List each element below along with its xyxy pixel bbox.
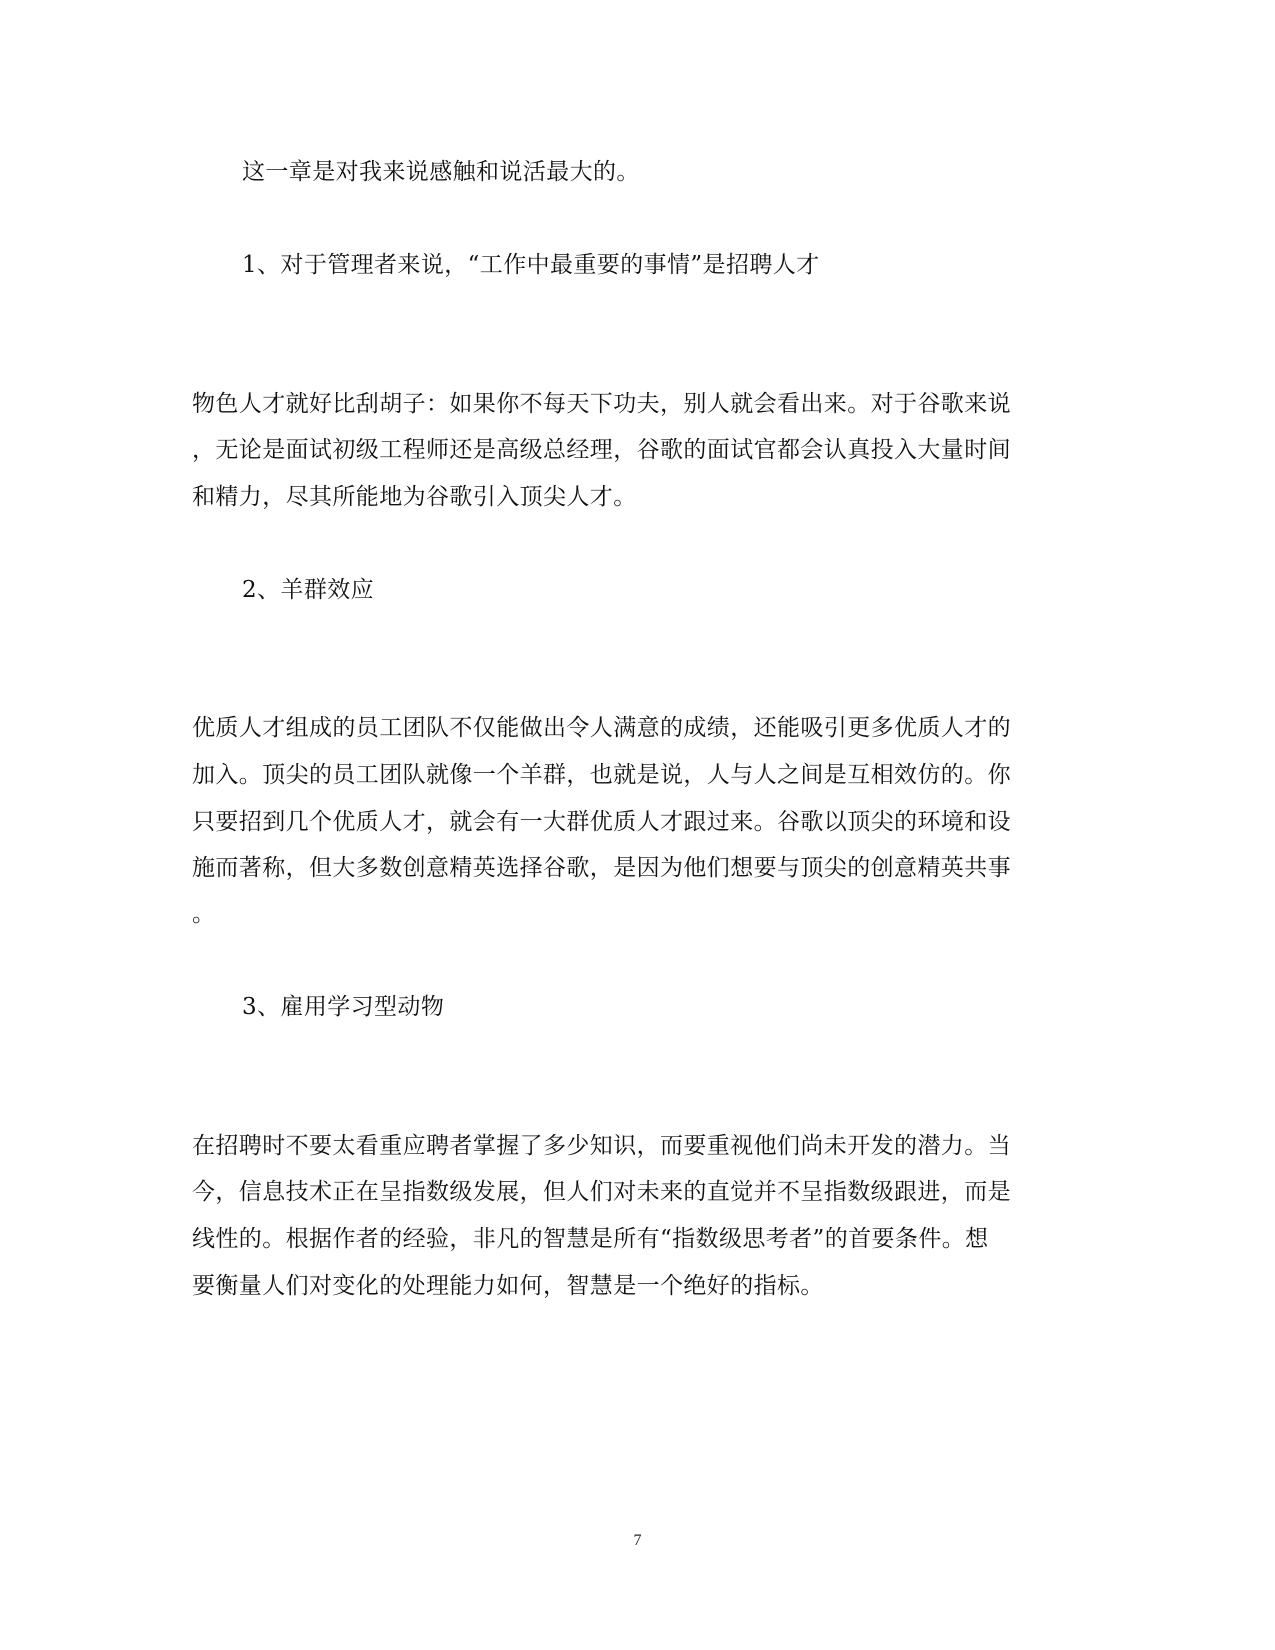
- section-1-line-3: 和精力，尽其所能地为谷歌引入顶尖人才。: [192, 484, 637, 510]
- section-3-heading: 3、雇用学习型动物: [242, 994, 445, 1020]
- section-2-heading: 2、羊群效应: [242, 577, 375, 603]
- section-3-line-4: 要衡量人们对变化的处理能力如何，智慧是一个绝好的指标。: [192, 1273, 824, 1299]
- section-2-line-4: 施而著称，但大多数创意精英选择谷歌，是因为他们想要与顶尖的创意精英共事: [192, 855, 1011, 881]
- section-1-heading: 1、对于管理者来说，“工作中最重要的事情”是招聘人才: [242, 252, 820, 278]
- page-number: 7: [633, 1532, 642, 1549]
- section-3-line-1: 在招聘时不要太看重应聘者掌握了多少知识，而要重视他们尚未开发的潜力。当: [192, 1133, 1011, 1159]
- section-2-line-5: 。: [192, 901, 216, 927]
- section-2-line-1: 优质人才组成的员工团队不仅能做出令人满意的成绩，还能吸引更多优质人才的: [192, 715, 1011, 741]
- section-2-line-3: 只要招到几个优质人才，就会有一大群优质人才跟过来。谷歌以顶尖的环境和设: [192, 809, 1011, 835]
- section-3-line-2: 今，信息技术正在呈指数级发展，但人们对未来的直觉并不呈指数级跟进，而是: [192, 1179, 1011, 1205]
- section-1-line-2: ，无论是面试初级工程师还是高级总经理，谷歌的面试官都会认真投入大量时间: [192, 437, 1011, 463]
- section-2-line-2: 加入。顶尖的员工团队就像一个羊群，也就是说，人与人之间是互相效仿的。你: [192, 762, 1011, 788]
- section-1-line-1: 物色人才就好比刮胡子：如果你不每天下功夫，别人就会看出来。对于谷歌来说: [192, 391, 1011, 417]
- intro-paragraph: 这一章是对我来说感触和说活最大的。: [242, 159, 640, 185]
- section-3-line-3: 线性的。根据作者的经验，非凡的智慧是所有“指数级思考者”的首要条件。想: [192, 1226, 989, 1252]
